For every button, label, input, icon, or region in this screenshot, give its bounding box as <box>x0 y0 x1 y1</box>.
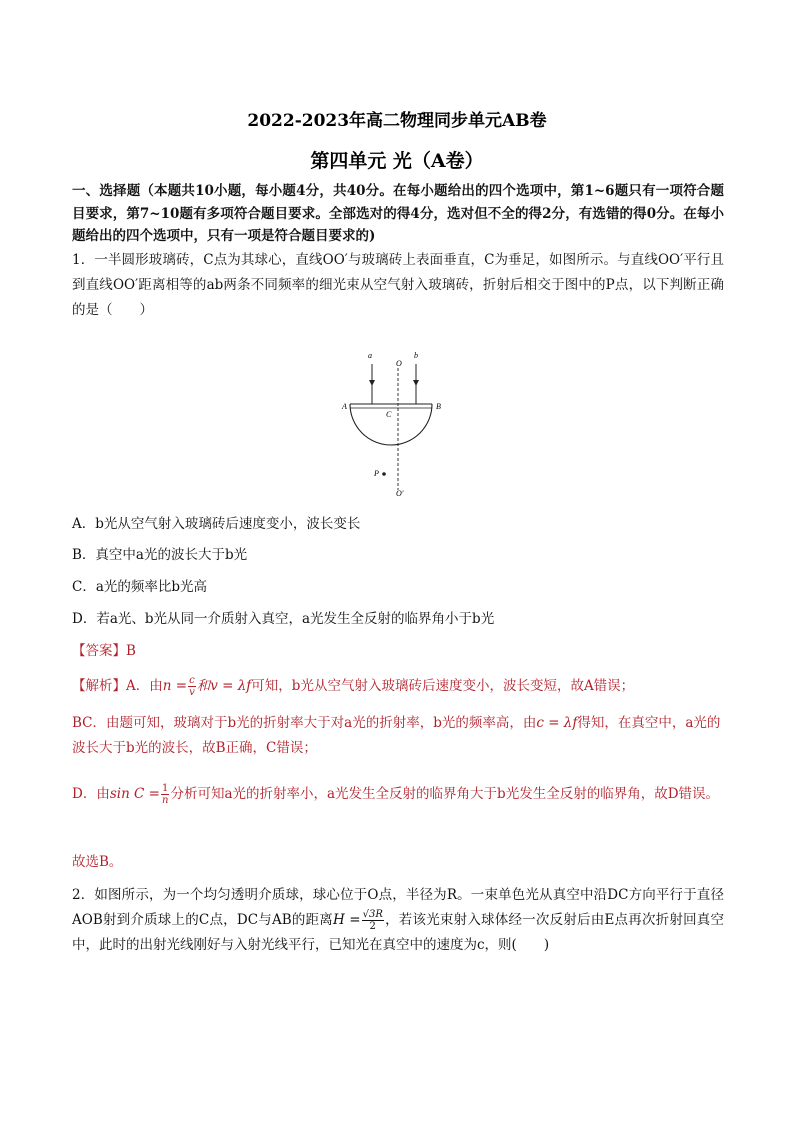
solution-d-rest: 分析可知a光的折射率小，a光发生全反射的临界角大于b光发生全反射的临界角，故D错误。 <box>170 786 720 802</box>
solution-a-prefix: 【解析】A．由 <box>72 678 163 694</box>
formula-n: n = <box>162 678 188 694</box>
solution-d-prefix: D．由 <box>72 786 110 802</box>
formula-c: c = λf <box>536 715 578 731</box>
fraction-denominator: v <box>189 687 195 698</box>
ray-b-arrow <box>413 380 419 386</box>
fraction-sqrt3r-over-2 <box>362 909 384 932</box>
q1-option-a: A．b光从空气射入玻璃砖后速度变小，波长变长 <box>72 516 361 532</box>
q1-solution-bc <box>72 711 724 761</box>
question-1-stem: 1．一半圆形玻璃砖，C点为其球心，直线OO′与玻璃砖上表面垂直，C为垂足，如图所示。与直线OO′平行且到直线OO′距离相等的ab两条不同频率的细光束从空气射入玻璃砖，折射后相交于图中的P点，以下判断正确的是（ ） <box>72 252 724 318</box>
point-p <box>382 472 386 476</box>
q2-stem-part2: ，若该光束射入球体经一次反射后由E点再次折射回真空中，此时的出射光线刚好与入射光线平行，已知光在真空中的速度为c，则( ) <box>72 912 725 953</box>
formula-sinc: sin C = <box>109 786 160 802</box>
solution-bc-rest: 得知，在真空中，a光的波长大于b光的波长，故B正确，C错误； <box>72 715 721 756</box>
formula-h: H = <box>333 912 361 928</box>
fraction-numerator: 1 <box>162 783 169 794</box>
document-title: 2022-2023年高二物理同步单元AB卷 <box>247 111 547 131</box>
q1-solution-a <box>72 674 724 699</box>
fraction-denominator: 2 <box>369 921 376 932</box>
semicircle-glass-figure <box>340 346 460 498</box>
solution-a-rest: 可知，b光从空气射入玻璃砖后速度变小，波长变短，故A错误； <box>251 678 635 694</box>
fraction-denominator: n <box>162 795 169 806</box>
q1-conclusion: 故选B。 <box>72 854 123 870</box>
formula-v: 和v = λf <box>196 678 252 694</box>
unit-subtitle: 第四单元 光（A卷） <box>310 150 484 172</box>
question-2-stem <box>72 883 724 958</box>
ray-a-arrow <box>369 380 375 386</box>
solution-bc-prefix: BC．由题可知，玻璃对于b光的折射率大于对a光的折射率，b光的频率高，由 <box>72 715 537 731</box>
fraction-1-over-n <box>161 783 169 806</box>
label-o-prime: O′ <box>396 489 404 498</box>
label-B: B <box>436 402 441 411</box>
fraction-numerator: √3R <box>362 909 383 920</box>
section-instructions: 一、选择题（本题共10小题，每小题4分，共40分。在每小题给出的四个选项中，第1~6题只有一项符合题目要求，第7~10题有多项符合题目要求。全部选对的得4分，选对但不全的得2分，有选错的得0分。在每小题给出的四个选项中，只有一项是符合题目要求的) <box>72 183 724 244</box>
q1-option-c: C．a光的频率比b光高 <box>72 579 208 595</box>
label-a: a <box>368 351 372 360</box>
q1-option-b: B．真空中a光的波长大于b光 <box>72 547 248 563</box>
label-b: b <box>414 351 418 360</box>
q1-solution-d <box>72 782 724 807</box>
label-A: A <box>342 402 347 411</box>
q1-answer: 【答案】B <box>72 643 136 659</box>
fraction-c-over-v <box>188 675 196 698</box>
q2-stem-part1: 2．如图所示，为一个均匀透明介质球，球心位于O点，半径为R。一束单色光从真空中沿DC方向平行于直径AOB射到介质球上的C点，DC与AB的距离 <box>72 887 724 928</box>
label-o: O <box>396 359 402 368</box>
label-C: C <box>386 410 392 419</box>
label-P: P <box>374 469 379 478</box>
fraction-numerator: c <box>189 675 195 686</box>
q1-option-d: D．若a光、b光从同一介质射入真空，a光发生全反射的临界角小于b光 <box>72 611 495 627</box>
